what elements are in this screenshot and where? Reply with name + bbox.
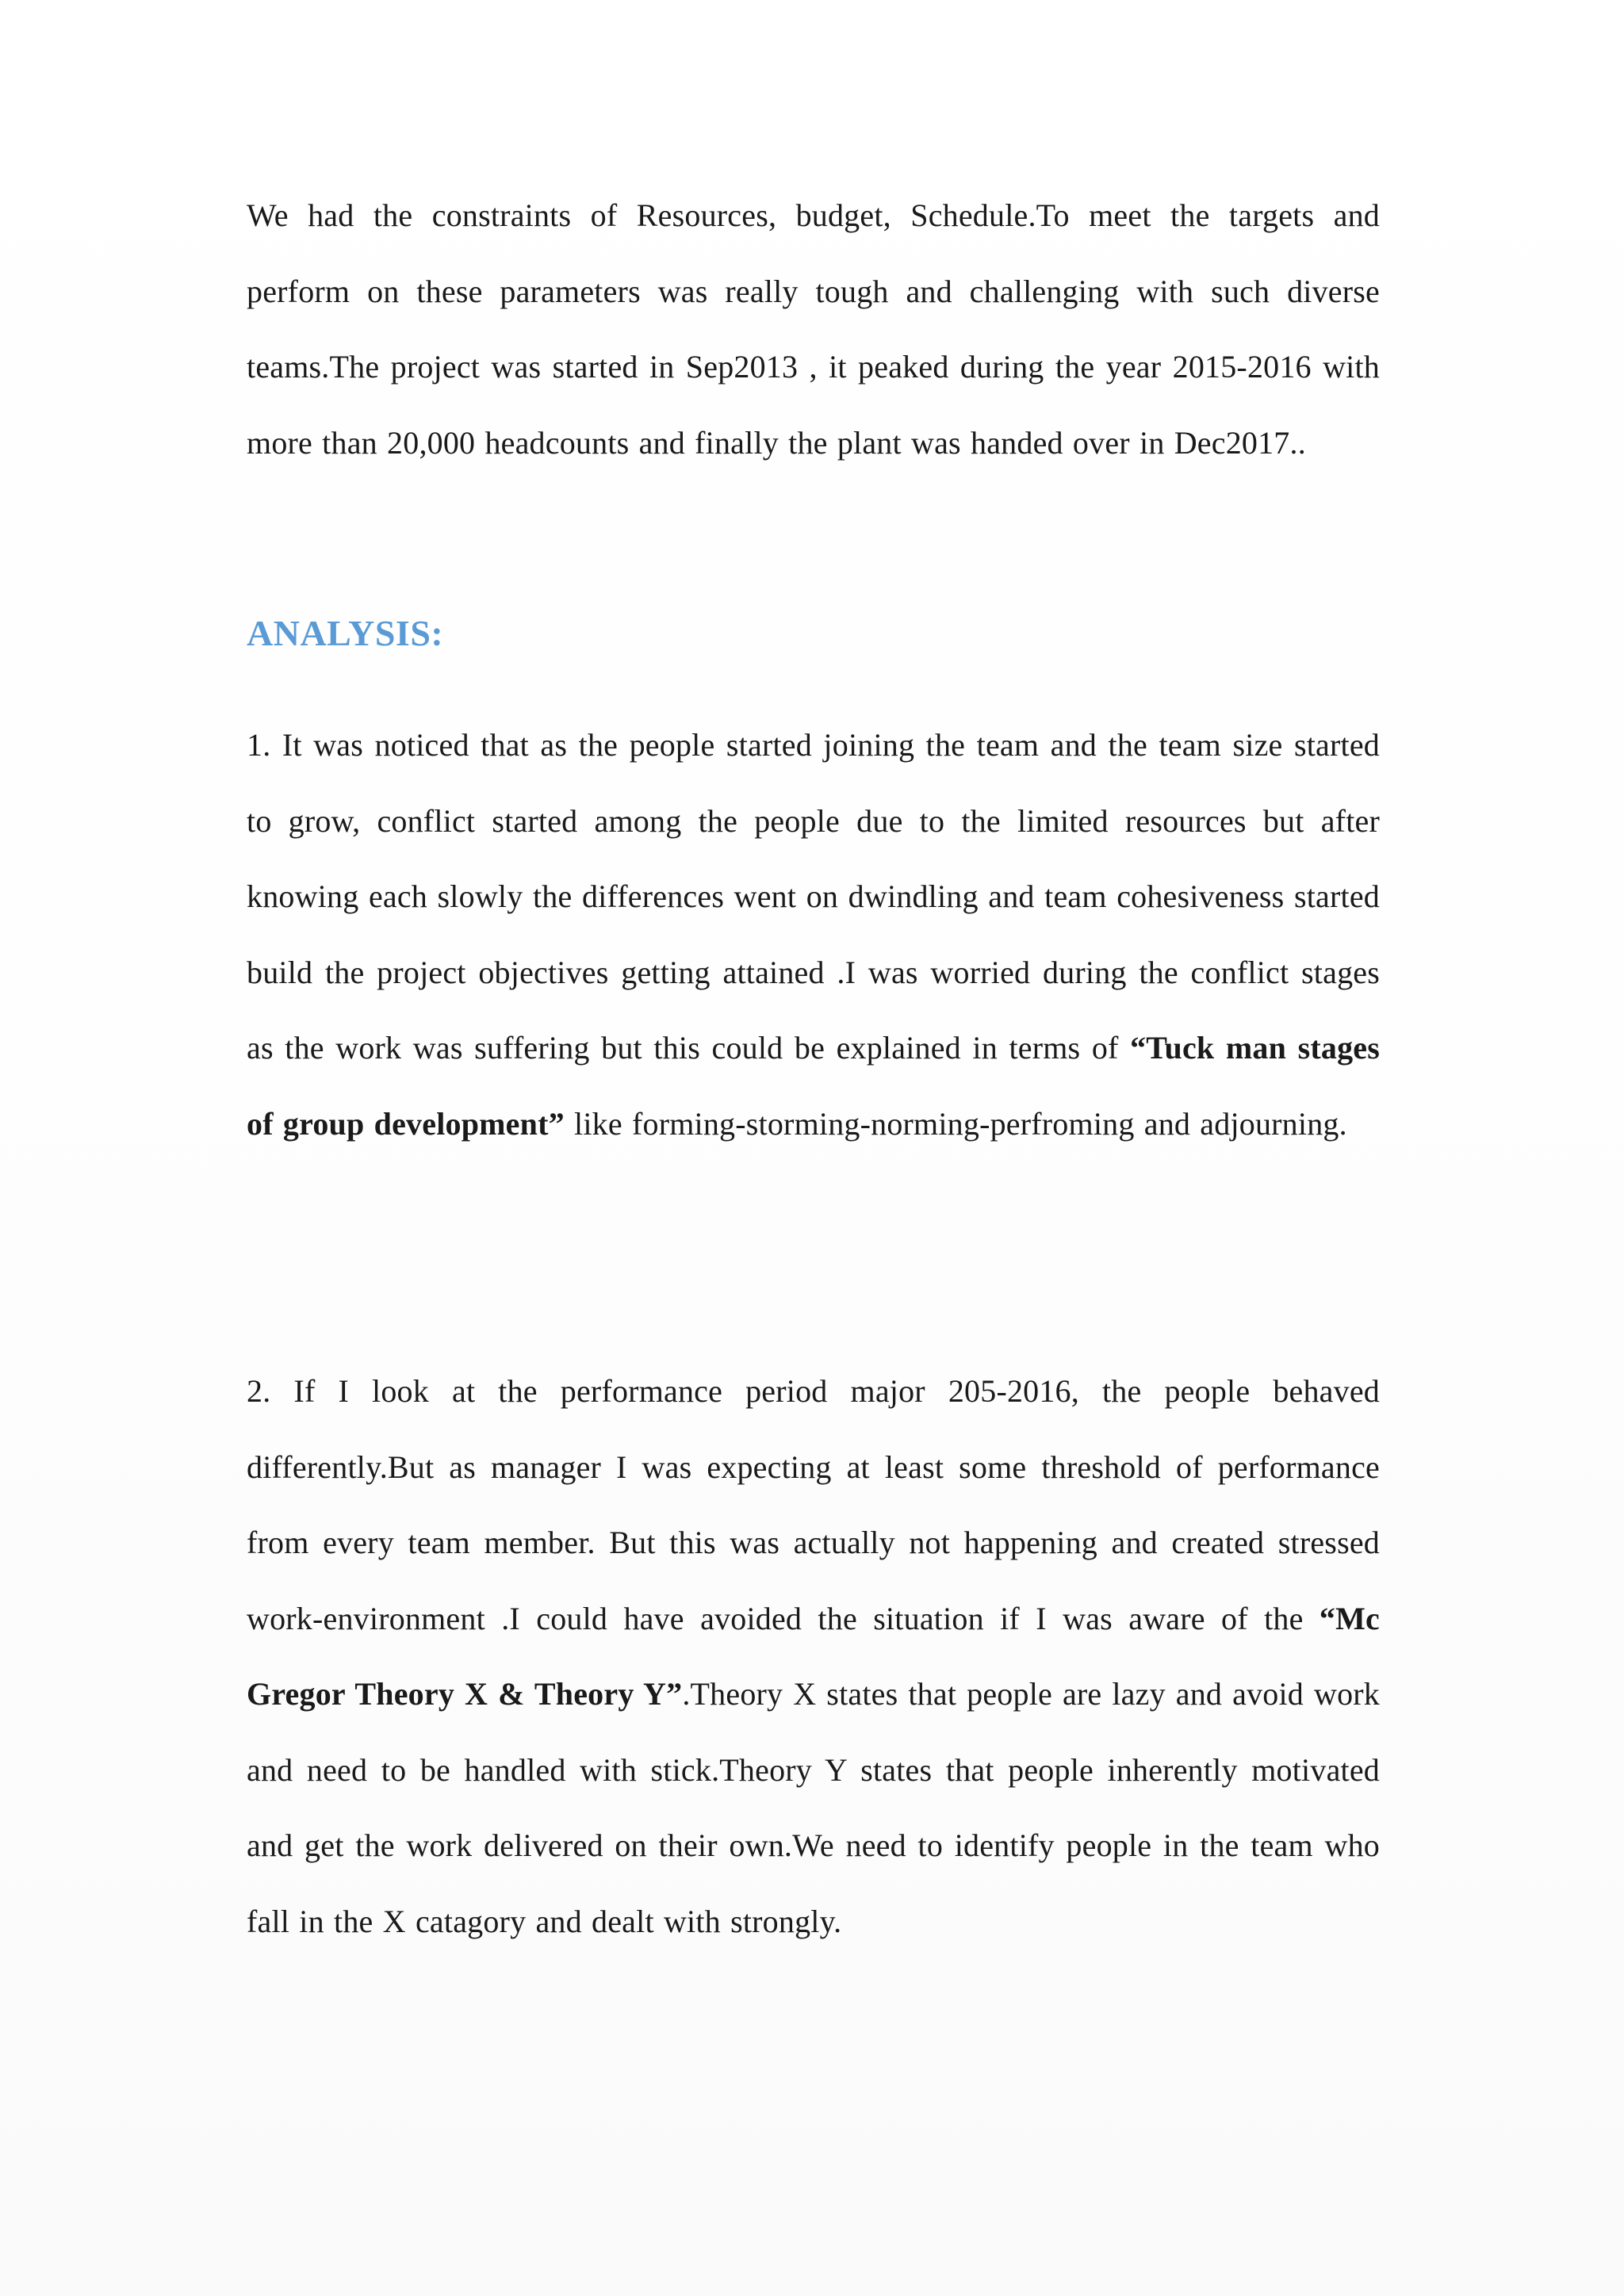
point2-text-after: .Theory X states that people are lazy and avoid work and need to be handled with stick.Theory Y states that people inherently motivated and get the work delivered on their own.We need to identify people in the team who fall in the X catagory and dealt with strongly. xyxy=(247,1676,1380,1939)
analysis-point-2 xyxy=(247,1353,1380,1959)
analysis-point-1 xyxy=(247,707,1380,1161)
analysis-heading: ANALYSIS: xyxy=(247,613,444,653)
intro-paragraph: We had the constraints of Resources, budget, Schedule.To meet the targets and perform on these parameters was really tough and challenging with such diverse teams.The project was started in Sep2013 , it peaked during the year 2015-2016 with more than 20,000 headcounts and finally the plant was handed over in Dec2017.. xyxy=(247,197,1380,461)
point2-text-before: 2. If I look at the performance period major 205-2016, the people behaved differently.But as manager I was expecting at least some threshold of performance from every team member. But this was actually not happening and created stressed work-environment .I could have avoided the situation if I was aware of the xyxy=(247,1373,1380,1636)
point1-text-before: 1. It was noticed that as the people started joining the team and the team size started to grow, conflict started among the people due to the limited resources but after knowing each slowly the differences went on dwindling and team cohesiveness started build the project objectives getting attained .I was worried during the conflict stages as the work was suffering but this could be explained in terms of xyxy=(247,727,1380,1066)
point1-bold-reference: “Tuck man stages of group development” xyxy=(247,1030,1380,1142)
point1-text-after: like forming-storming-norming-perfroming and adjourning. xyxy=(564,1105,1347,1142)
point2-bold-reference: “Mc Gregor Theory X & Theory Y” xyxy=(247,1600,1380,1712)
